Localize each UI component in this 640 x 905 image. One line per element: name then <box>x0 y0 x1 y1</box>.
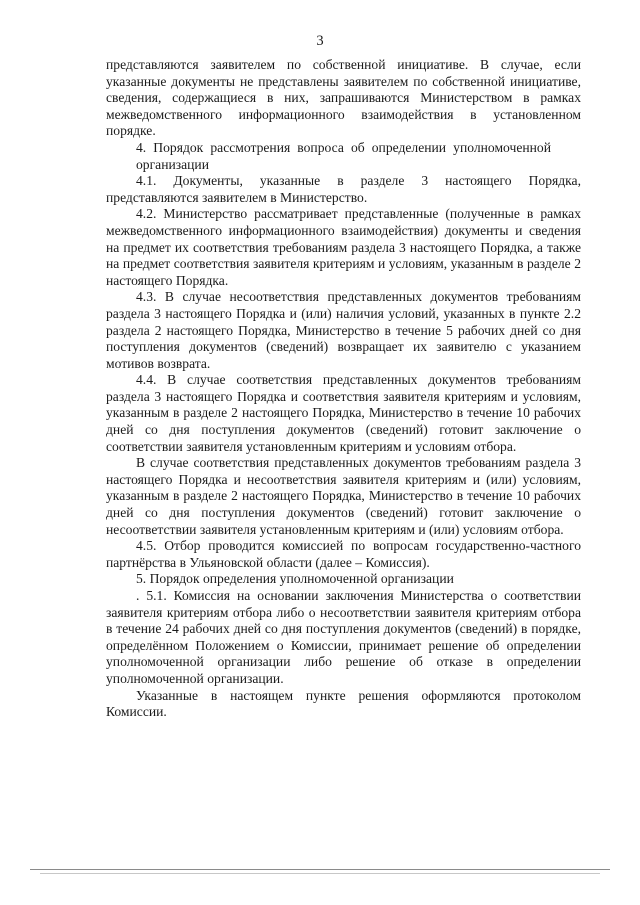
document-body <box>106 57 581 721</box>
paragraph-4-4: 4.4. В случае соответствия представленных документов требованиям раздела 3 настоящего Порядка и соответствия заявителя критериям и условиям, указанным в разделе 2 настоящего Порядка, Министерство в течение 10 рабочих дней со дня поступления документов (сведений) готовит заключение о соответствии заявителя установленным критериям и условиям отбора. <box>106 372 581 454</box>
footer-divider-secondary <box>40 873 600 874</box>
paragraph-5-1-second: Указанные в настоящем пункте решения оформляются протоколом Комиссии. <box>106 687 581 720</box>
section-5-heading: 5. Порядок определения уполномоченной организации <box>136 571 454 587</box>
paragraph-4-3: 4.3. В случае несоответствия представленных документов требованиям раздела 3 настоящего Порядка и (или) наличия условий, указанных в пункте 2.2 раздела 2 настоящего Порядка, Министерство в течение 5 рабочих дней со дня поступления документов (сведений) возвращает их заявителю с указанием мотивов возврата. <box>106 289 581 371</box>
paragraph-4-4-second: В случае соответствия представленных документов требованиям раздела 3 настоящего Порядка и несоответствия заявителя критериям и (или) условиям, указанным в разделе 2 настоящего Порядка, Министерство в течение 10 рабочих дней со дня поступления документов (сведений) готовит заключение о несоответствии заявителя установленным критериям и (или) условиям отбора. <box>106 455 581 537</box>
paragraph-5-1: . 5.1. Комиссия на основании заключения Министерства о соответствии заявителя критериям отбора либо о несоответствии заявителя критериям отбора в течение 24 рабочих дней со дня поступления документов (сведений) в порядке, определённом Положением о Комиссии, принимает решение об определении уполномоченной организации либо решение об отказе в определении уполномоченной организации. <box>106 588 581 686</box>
intro-paragraph: представляются заявителем по собственной инициативе. В случае, если указанные документы не представлены заявителем по собственной инициативе, сведения, содержащиеся в них, запрашиваются Министерством в рамках межведомственного информационного взаимодействия в установленном порядке. <box>106 57 581 139</box>
paragraph-4-5: 4.5. Отбор проводится комиссией по вопросам государственно-частного партнёрства в Ульяновской области (далее – Комиссия). <box>106 538 581 570</box>
paragraph-4-2: 4.2. Министерство рассматривает представленные (полученные в рамках межведомственного информационного взаимодействия) документы и сведения на предмет их соответствия требованиям раздела 3 настоящего Порядка, а также на предмет соответствия заявителя критериям и условиям, указанным в разделе 2 настоящего Порядка. <box>106 206 581 288</box>
section-4-heading: 4. Порядок рассмотрения вопроса об определении уполномоченной организации <box>136 139 551 172</box>
page-number: 3 <box>316 33 324 49</box>
footer-divider <box>30 869 610 870</box>
paragraph-4-1: 4.1. Документы, указанные в разделе 3 настоящего Порядка, представляются заявителем в Министерство. <box>106 173 581 205</box>
